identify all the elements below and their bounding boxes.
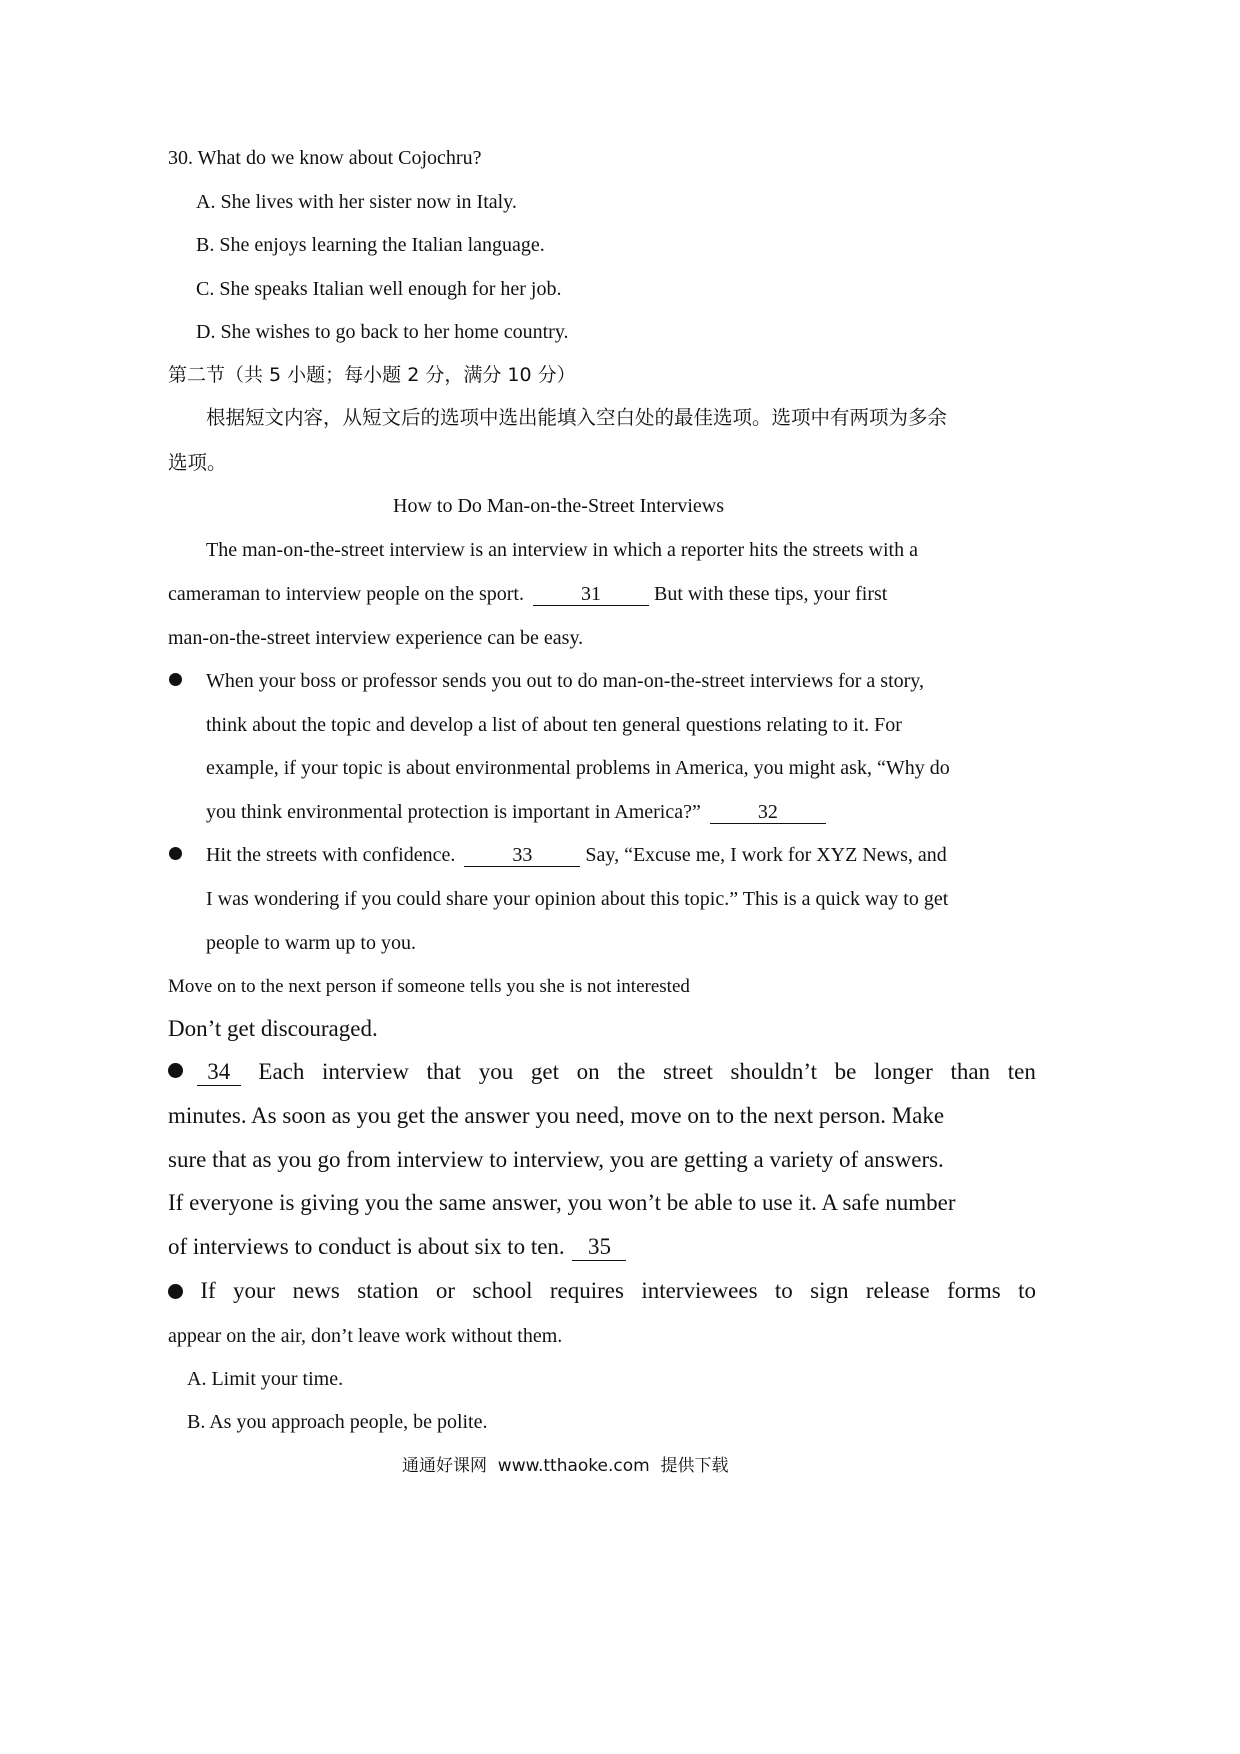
note-line: Don’t get discouraged. bbox=[168, 1016, 378, 1041]
option-a: A. Limit your time. bbox=[187, 1368, 344, 1390]
section-2-heading: 第二节（共 5 小题；每小题 2 分，满分 10 分） bbox=[168, 364, 576, 386]
word: you bbox=[478, 1059, 514, 1084]
q30-option-b: B. She enjoys learning the Italian language. bbox=[196, 234, 545, 256]
bullet-3-text: of interviews to conduct is about six to ten. bbox=[168, 1234, 565, 1259]
passage-title: How to Do Man-on-the-Street Interviews bbox=[393, 495, 725, 517]
word: to bbox=[774, 1278, 793, 1303]
bullet-2-line: I was wondering if you could share your opinion about this topic.” This is a quick way to get bbox=[206, 888, 949, 910]
paragraph-1-text: But with these tips, your first bbox=[654, 583, 888, 605]
word: shouldn’t bbox=[730, 1059, 817, 1084]
bullet-3-lead bbox=[168, 1058, 241, 1086]
word: or bbox=[435, 1278, 456, 1303]
word: news bbox=[292, 1278, 340, 1303]
word: the bbox=[617, 1059, 646, 1084]
answer-blank-32: 32 bbox=[710, 801, 826, 824]
word: on bbox=[576, 1059, 600, 1084]
bullet-2-line bbox=[206, 843, 947, 867]
word: to bbox=[1018, 1278, 1036, 1303]
bullet-icon bbox=[168, 1284, 183, 1299]
bullet-3-line bbox=[168, 1058, 1036, 1086]
bullet-2-text: Say, “Excuse me, I work for XYZ News, and bbox=[585, 844, 947, 866]
bullet-3-line: sure that as you go from interview to interview, you are getting a variety of answers. bbox=[168, 1147, 944, 1172]
bullet-1-line: example, if your topic is about environmental problems in America, you might ask, “Why do bbox=[206, 757, 950, 779]
answer-blank-31: 31 bbox=[533, 583, 649, 606]
note-line: Move on to the next person if someone tells you she is not interested bbox=[168, 976, 690, 997]
paragraph-1-text: cameraman to interview people on the sport. bbox=[168, 583, 524, 605]
word: requires bbox=[549, 1278, 624, 1303]
bullet-4-line bbox=[168, 1277, 1036, 1305]
word: your bbox=[233, 1278, 276, 1303]
bullet-2-text: Hit the streets with confidence. bbox=[206, 844, 456, 866]
word: ten bbox=[1007, 1059, 1036, 1084]
bullet-3-line bbox=[168, 1233, 626, 1261]
bullet-3-line: minutes. As soon as you get the answer you need, move on to the next person. Make bbox=[168, 1103, 945, 1128]
word: street bbox=[663, 1059, 713, 1084]
answer-blank-33: 33 bbox=[464, 844, 580, 867]
word: release bbox=[865, 1278, 930, 1303]
bullet-icon bbox=[168, 1063, 183, 1078]
word: If bbox=[200, 1278, 216, 1303]
word: than bbox=[950, 1059, 991, 1084]
word: be bbox=[834, 1059, 857, 1084]
bullet-icon bbox=[169, 673, 182, 686]
word: school bbox=[472, 1278, 533, 1303]
word: get bbox=[530, 1059, 559, 1084]
q30-option-c: C. She speaks Italian well enough for her job. bbox=[196, 278, 562, 300]
bullet-1-text: you think environmental protection is important in America?” bbox=[206, 801, 701, 823]
q30-option-a: A. She lives with her sister now in Italy. bbox=[196, 191, 517, 213]
paragraph-1-line: man-on-the-street interview experience can be easy. bbox=[168, 627, 584, 649]
bullet-2-line: people to warm up to you. bbox=[206, 932, 416, 954]
bullet-1-line: When your boss or professor sends you out to do man-on-the-street interviews for a story, bbox=[206, 670, 924, 692]
page-footer: 通通好课网 www.tthaoke.com 提供下载 bbox=[402, 1456, 729, 1476]
paragraph-1-line bbox=[168, 582, 887, 606]
question-30-stem: 30. What do we know about Cojochru? bbox=[168, 147, 482, 169]
word: interviewees bbox=[641, 1278, 758, 1303]
q30-option-d: D. She wishes to go back to her home country. bbox=[196, 321, 569, 343]
bullet-4-line: appear on the air, don’t leave work without them. bbox=[168, 1325, 563, 1347]
word: that bbox=[426, 1059, 462, 1084]
word: longer bbox=[874, 1059, 933, 1084]
answer-blank-35: 35 bbox=[572, 1234, 626, 1261]
option-b: B. As you approach people, be polite. bbox=[187, 1411, 488, 1433]
word: interview bbox=[322, 1059, 409, 1084]
bullet-icon bbox=[169, 847, 182, 860]
section-2-instruction-cont: 选项。 bbox=[168, 451, 227, 474]
bullet-3-line: If everyone is giving you the same answer, you won’t be able to use it. A safe number bbox=[168, 1190, 956, 1215]
word: station bbox=[357, 1278, 419, 1303]
word: sign bbox=[810, 1278, 849, 1303]
bullet-1-line: think about the topic and develop a list of about ten general questions relating to it. For bbox=[206, 714, 902, 736]
section-2-instruction: 根据短文内容，从短文后的选项中选出能填入空白处的最佳选项。选项中有两项为多余 bbox=[206, 406, 948, 429]
paragraph-1-line: The man-on-the-street interview is an interview in which a reporter hits the streets with a bbox=[206, 539, 918, 561]
word: forms bbox=[947, 1278, 1001, 1303]
bullet-1-line bbox=[206, 800, 826, 824]
word: Each bbox=[258, 1059, 305, 1084]
answer-blank-34: 34 bbox=[197, 1059, 241, 1086]
